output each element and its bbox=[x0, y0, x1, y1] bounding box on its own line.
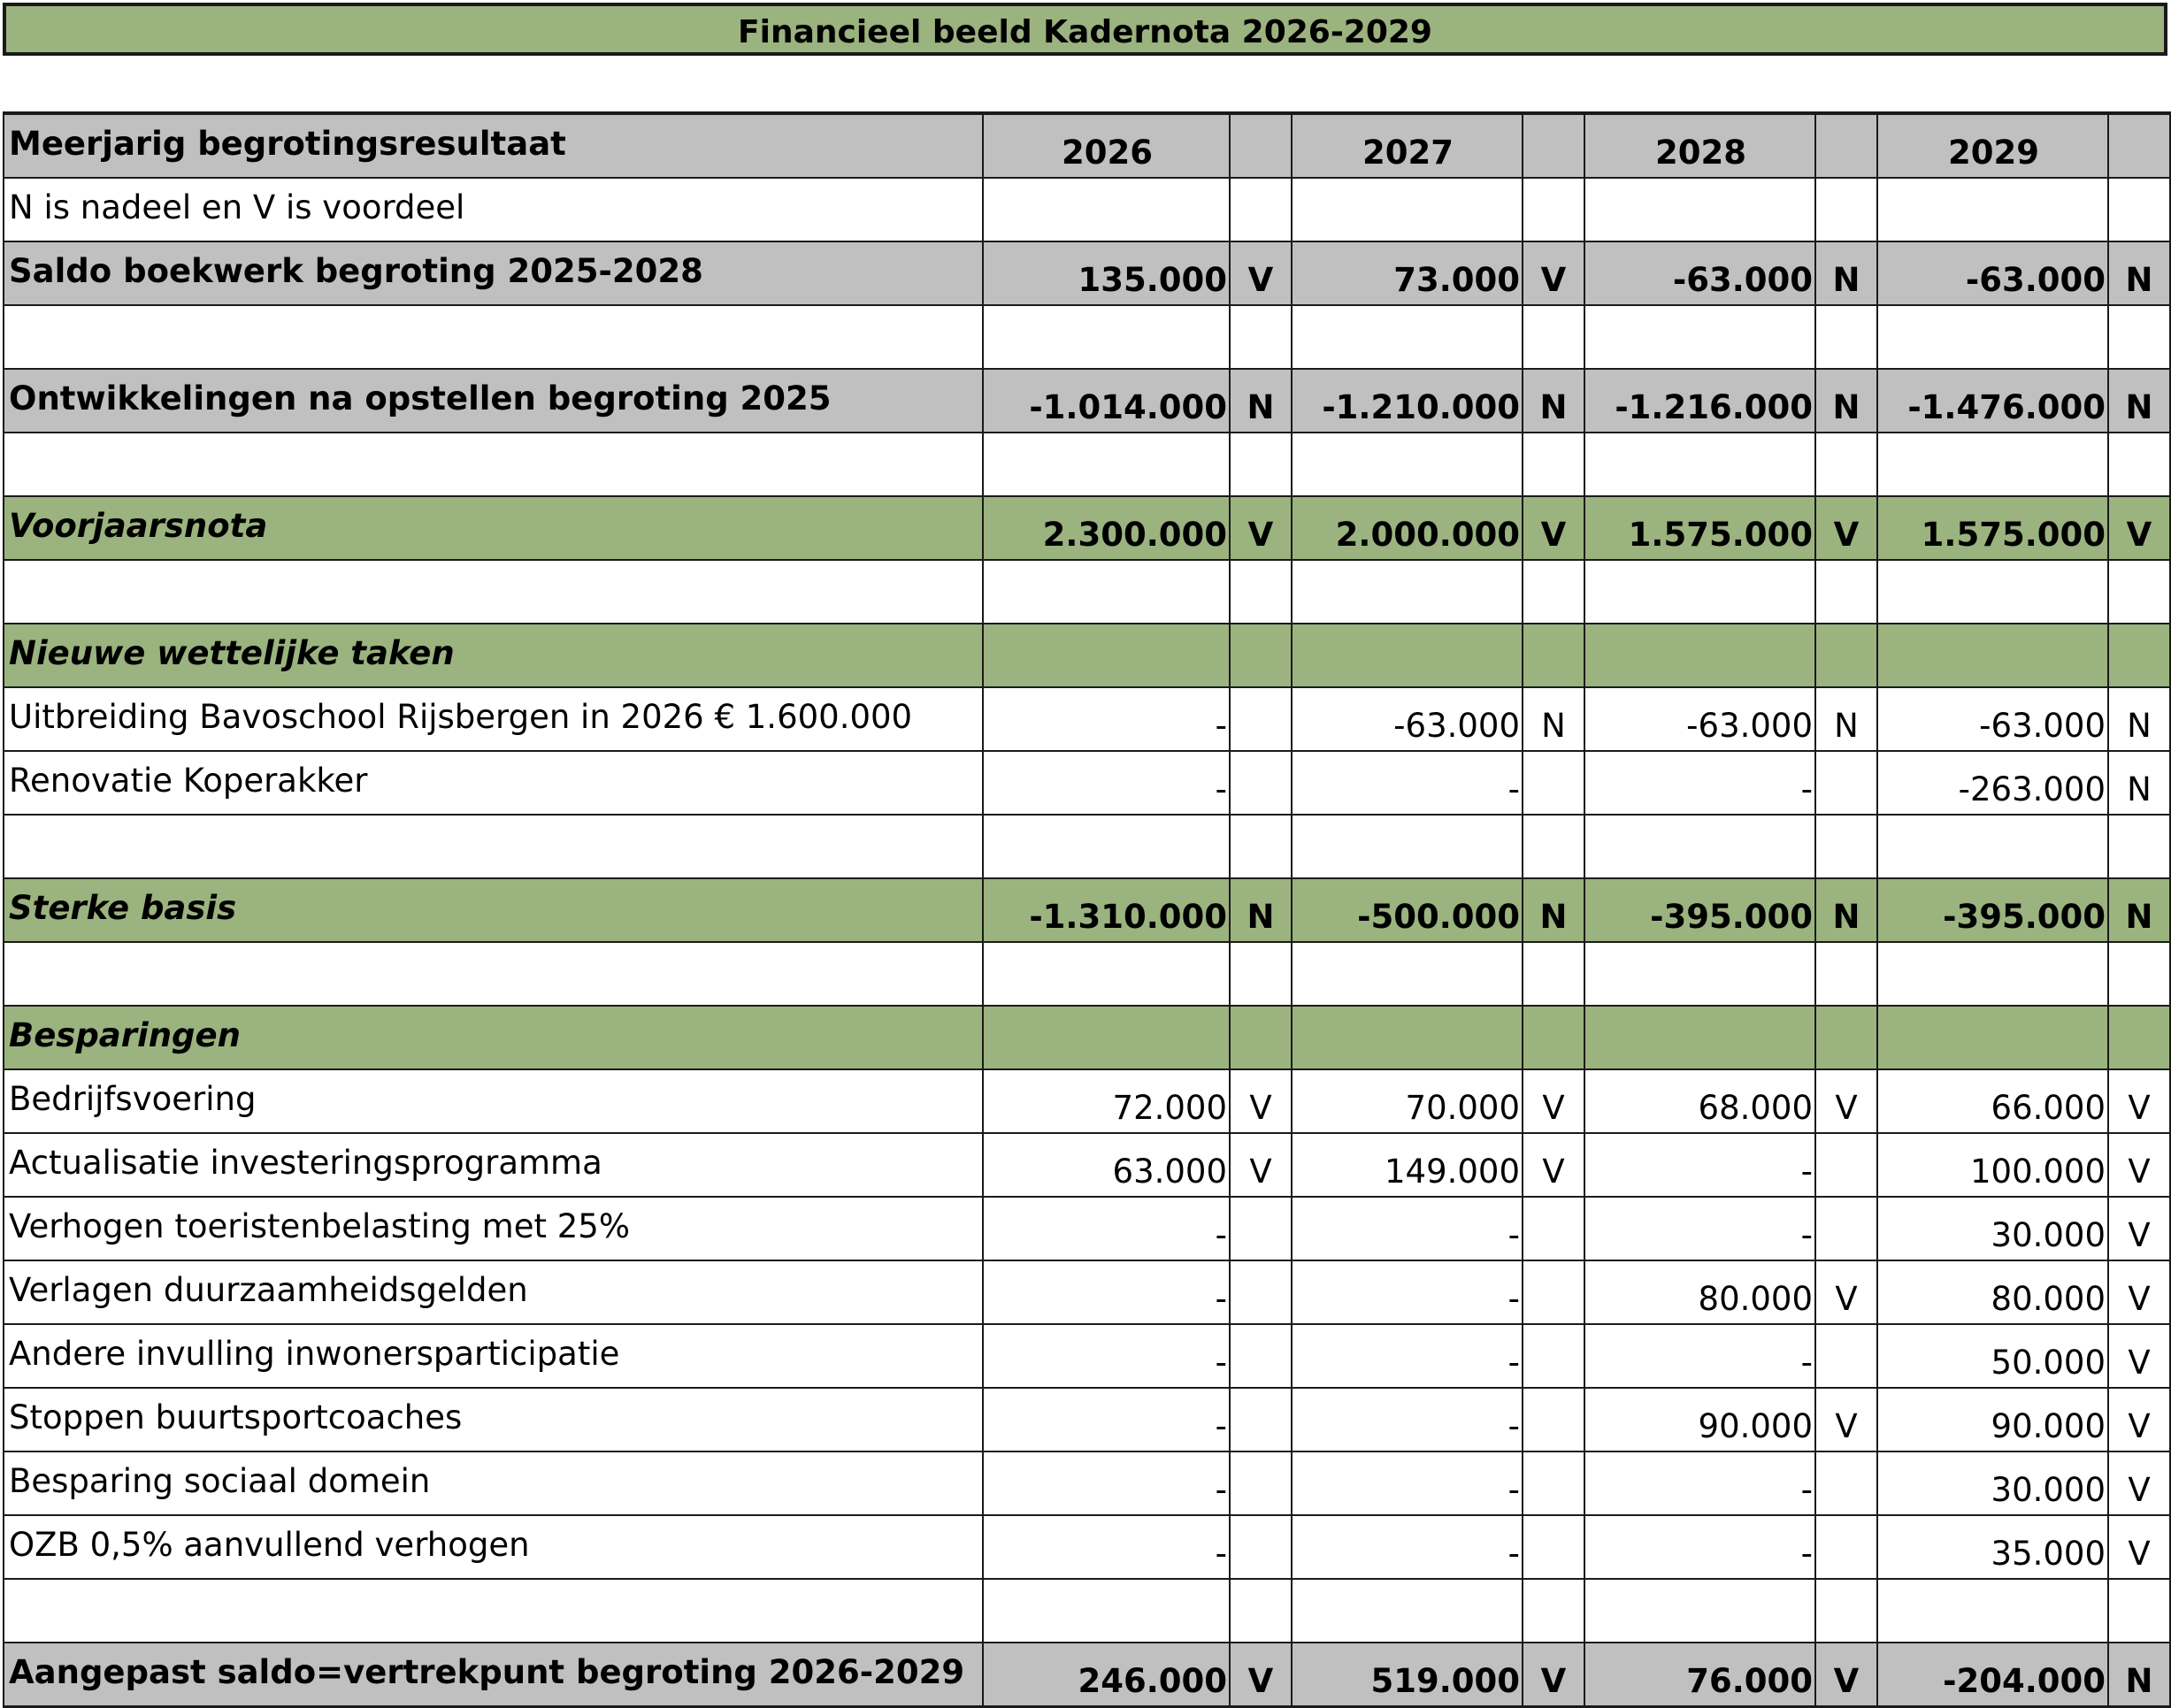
value-cell-2026: 72.000 bbox=[983, 1069, 1230, 1133]
table-row bbox=[4, 1197, 2170, 1260]
value-cell-2027: - bbox=[1292, 1197, 1523, 1260]
row-label: Stoppen buurtsportcoaches bbox=[4, 1388, 983, 1451]
indicator-cell-2027: N bbox=[1523, 369, 1584, 433]
indicator-cell-2026 bbox=[1230, 624, 1292, 687]
table-row bbox=[4, 687, 2170, 751]
indicator-cell-2029: N bbox=[2108, 878, 2170, 942]
value-cell-2029: 80.000 bbox=[1877, 1260, 2108, 1324]
document-title-text: Financieel beeld Kadernota 2026-2029 bbox=[738, 14, 1432, 50]
indicator-cell-2028: N bbox=[1815, 878, 1877, 942]
value-cell-2026 bbox=[983, 942, 1230, 1006]
value-cell-2026 bbox=[983, 815, 1230, 878]
value-cell-2028: -395.000 bbox=[1584, 878, 1815, 942]
value-cell-2027 bbox=[1292, 815, 1523, 878]
value-cell-2026: - bbox=[983, 751, 1230, 815]
indicator-cell-2027: V bbox=[1523, 241, 1584, 305]
header-label: Meerjarig begrotingsresultaat bbox=[4, 113, 983, 178]
table-row bbox=[4, 1388, 2170, 1451]
indicator-cell-2029: V bbox=[2108, 1324, 2170, 1388]
value-cell-2028: 76.000 bbox=[1584, 1643, 1815, 1707]
table-row bbox=[4, 1260, 2170, 1324]
budget-table bbox=[3, 111, 2171, 1708]
value-cell-2027 bbox=[1292, 560, 1523, 624]
header-row bbox=[4, 113, 2170, 178]
indicator-cell-2028 bbox=[1815, 1006, 1877, 1069]
table-row bbox=[4, 624, 2170, 687]
value-cell-2026 bbox=[983, 433, 1230, 496]
value-cell-2026: -1.014.000 bbox=[983, 369, 1230, 433]
row-label: N is nadeel en V is voordeel bbox=[4, 178, 983, 241]
indicator-cell-2026 bbox=[1230, 687, 1292, 751]
row-label: Aangepast saldo=vertrekpunt begroting 2026-2029 bbox=[4, 1643, 983, 1707]
value-cell-2027: -63.000 bbox=[1292, 687, 1523, 751]
value-cell-2027 bbox=[1292, 624, 1523, 687]
indicator-cell-2027 bbox=[1523, 1324, 1584, 1388]
row-label bbox=[4, 1579, 983, 1643]
indicator-cell-2028 bbox=[1815, 178, 1877, 241]
value-cell-2029 bbox=[1877, 624, 2108, 687]
indicator-cell-2028 bbox=[1815, 305, 1877, 369]
row-label: Nieuwe wettelijke taken bbox=[4, 624, 983, 687]
value-cell-2026: 63.000 bbox=[983, 1133, 1230, 1197]
indicator-cell-2028: V bbox=[1815, 1260, 1877, 1324]
indicator-cell-2028: V bbox=[1815, 496, 1877, 560]
spacer-row bbox=[4, 1579, 2170, 1643]
value-cell-2026: 246.000 bbox=[983, 1643, 1230, 1707]
indicator-cell-2029: N bbox=[2108, 1643, 2170, 1707]
spacer-row bbox=[4, 815, 2170, 878]
indicator-cell-2028 bbox=[1815, 815, 1877, 878]
indicator-cell-2026: V bbox=[1230, 1069, 1292, 1133]
row-label: Andere invulling inwonersparticipatie bbox=[4, 1324, 983, 1388]
indicator-cell-2029: V bbox=[2108, 1133, 2170, 1197]
spacer-row bbox=[4, 560, 2170, 624]
indicator-cell-2029 bbox=[2108, 815, 2170, 878]
header-indicator-cell bbox=[2108, 113, 2170, 178]
row-label: Verlagen duurzaamheidsgelden bbox=[4, 1260, 983, 1324]
value-cell-2029 bbox=[1877, 433, 2108, 496]
value-cell-2029: -263.000 bbox=[1877, 751, 2108, 815]
value-cell-2029: 1.575.000 bbox=[1877, 496, 2108, 560]
table-row bbox=[4, 1069, 2170, 1133]
row-label: Saldo boekwerk begroting 2025-2028 bbox=[4, 241, 983, 305]
row-label: Uitbreiding Bavoschool Rijsbergen in 2026 € 1.600.000 bbox=[4, 687, 983, 751]
value-cell-2028 bbox=[1584, 815, 1815, 878]
indicator-cell-2027 bbox=[1523, 1260, 1584, 1324]
table-row bbox=[4, 369, 2170, 433]
row-label: Voorjaarsnota bbox=[4, 496, 983, 560]
row-label: Besparingen bbox=[4, 1006, 983, 1069]
value-cell-2029 bbox=[1877, 1579, 2108, 1643]
value-cell-2029: -63.000 bbox=[1877, 687, 2108, 751]
indicator-cell-2026 bbox=[1230, 1324, 1292, 1388]
table-row bbox=[4, 1006, 2170, 1069]
spacer-row bbox=[4, 433, 2170, 496]
indicator-cell-2026: N bbox=[1230, 878, 1292, 942]
indicator-cell-2026 bbox=[1230, 1579, 1292, 1643]
value-cell-2028 bbox=[1584, 305, 1815, 369]
indicator-cell-2026: N bbox=[1230, 369, 1292, 433]
indicator-cell-2026 bbox=[1230, 433, 1292, 496]
indicator-cell-2026 bbox=[1230, 1388, 1292, 1451]
table-row bbox=[4, 1133, 2170, 1197]
indicator-cell-2027: N bbox=[1523, 878, 1584, 942]
header-year-2026: 2026 bbox=[983, 113, 1230, 178]
indicator-cell-2029: N bbox=[2108, 241, 2170, 305]
indicator-cell-2028 bbox=[1815, 1324, 1877, 1388]
value-cell-2029: -63.000 bbox=[1877, 241, 2108, 305]
header-indicator-cell bbox=[1523, 113, 1584, 178]
indicator-cell-2027 bbox=[1523, 178, 1584, 241]
indicator-cell-2029: V bbox=[2108, 1451, 2170, 1515]
indicator-cell-2029: V bbox=[2108, 1515, 2170, 1579]
indicator-cell-2029: N bbox=[2108, 369, 2170, 433]
value-cell-2029: 90.000 bbox=[1877, 1388, 2108, 1451]
value-cell-2028: 68.000 bbox=[1584, 1069, 1815, 1133]
indicator-cell-2029 bbox=[2108, 560, 2170, 624]
value-cell-2027: -500.000 bbox=[1292, 878, 1523, 942]
value-cell-2029: 35.000 bbox=[1877, 1515, 2108, 1579]
value-cell-2028: - bbox=[1584, 1451, 1815, 1515]
indicator-cell-2027 bbox=[1523, 1388, 1584, 1451]
value-cell-2026: - bbox=[983, 1388, 1230, 1451]
header-indicator-cell bbox=[1230, 113, 1292, 178]
indicator-cell-2026 bbox=[1230, 1006, 1292, 1069]
indicator-cell-2028 bbox=[1815, 1133, 1877, 1197]
row-label bbox=[4, 560, 983, 624]
row-label: Besparing sociaal domein bbox=[4, 1451, 983, 1515]
header-indicator-cell bbox=[1815, 113, 1877, 178]
indicator-cell-2028: N bbox=[1815, 369, 1877, 433]
value-cell-2026 bbox=[983, 305, 1230, 369]
indicator-cell-2029 bbox=[2108, 1006, 2170, 1069]
table-row bbox=[4, 496, 2170, 560]
indicator-cell-2026 bbox=[1230, 1260, 1292, 1324]
header-year-2028: 2028 bbox=[1584, 113, 1815, 178]
indicator-cell-2028 bbox=[1815, 751, 1877, 815]
row-label bbox=[4, 305, 983, 369]
indicator-cell-2029 bbox=[2108, 1579, 2170, 1643]
value-cell-2028: - bbox=[1584, 1515, 1815, 1579]
value-cell-2029: 100.000 bbox=[1877, 1133, 2108, 1197]
indicator-cell-2029 bbox=[2108, 178, 2170, 241]
indicator-cell-2026: V bbox=[1230, 1643, 1292, 1707]
value-cell-2026: - bbox=[983, 1451, 1230, 1515]
row-label: Verhogen toeristenbelasting met 25% bbox=[4, 1197, 983, 1260]
value-cell-2026 bbox=[983, 1579, 1230, 1643]
value-cell-2026: - bbox=[983, 1515, 1230, 1579]
indicator-cell-2029: V bbox=[2108, 1197, 2170, 1260]
indicator-cell-2028 bbox=[1815, 1579, 1877, 1643]
indicator-cell-2027 bbox=[1523, 624, 1584, 687]
table-row bbox=[4, 1324, 2170, 1388]
value-cell-2028 bbox=[1584, 624, 1815, 687]
header-year-2029: 2029 bbox=[1877, 113, 2108, 178]
value-cell-2027 bbox=[1292, 1006, 1523, 1069]
row-label: OZB 0,5% aanvullend verhogen bbox=[4, 1515, 983, 1579]
value-cell-2028: - bbox=[1584, 1133, 1815, 1197]
indicator-cell-2026: V bbox=[1230, 241, 1292, 305]
value-cell-2029 bbox=[1877, 942, 2108, 1006]
indicator-cell-2029: V bbox=[2108, 1388, 2170, 1451]
value-cell-2027: - bbox=[1292, 1388, 1523, 1451]
indicator-cell-2029: V bbox=[2108, 1069, 2170, 1133]
value-cell-2029 bbox=[1877, 1006, 2108, 1069]
row-label: Ontwikkelingen na opstellen begroting 2025 bbox=[4, 369, 983, 433]
value-cell-2028 bbox=[1584, 1006, 1815, 1069]
value-cell-2026: -1.310.000 bbox=[983, 878, 1230, 942]
document-title bbox=[3, 3, 2167, 56]
value-cell-2028 bbox=[1584, 1579, 1815, 1643]
value-cell-2027: - bbox=[1292, 1260, 1523, 1324]
value-cell-2029: 30.000 bbox=[1877, 1197, 2108, 1260]
row-label: Actualisatie investeringsprogramma bbox=[4, 1133, 983, 1197]
row-label: Bedrijfsvoering bbox=[4, 1069, 983, 1133]
indicator-cell-2027 bbox=[1523, 815, 1584, 878]
indicator-cell-2028: V bbox=[1815, 1388, 1877, 1451]
value-cell-2026: - bbox=[983, 687, 1230, 751]
row-label bbox=[4, 942, 983, 1006]
value-cell-2028: - bbox=[1584, 1324, 1815, 1388]
indicator-cell-2027: N bbox=[1523, 687, 1584, 751]
value-cell-2027 bbox=[1292, 433, 1523, 496]
value-cell-2026: - bbox=[983, 1260, 1230, 1324]
row-label bbox=[4, 815, 983, 878]
value-cell-2027 bbox=[1292, 178, 1523, 241]
indicator-cell-2027 bbox=[1523, 1006, 1584, 1069]
indicator-cell-2027: V bbox=[1523, 1643, 1584, 1707]
value-cell-2026: - bbox=[983, 1324, 1230, 1388]
value-cell-2027 bbox=[1292, 305, 1523, 369]
indicator-cell-2026 bbox=[1230, 560, 1292, 624]
value-cell-2028: 1.575.000 bbox=[1584, 496, 1815, 560]
indicator-cell-2026 bbox=[1230, 751, 1292, 815]
spacer-row bbox=[4, 305, 2170, 369]
value-cell-2027: 73.000 bbox=[1292, 241, 1523, 305]
value-cell-2029: 30.000 bbox=[1877, 1451, 2108, 1515]
indicator-cell-2028 bbox=[1815, 624, 1877, 687]
indicator-cell-2028: V bbox=[1815, 1069, 1877, 1133]
table-row bbox=[4, 241, 2170, 305]
indicator-cell-2028 bbox=[1815, 1515, 1877, 1579]
value-cell-2028: 90.000 bbox=[1584, 1388, 1815, 1451]
value-cell-2028 bbox=[1584, 942, 1815, 1006]
value-cell-2027: 149.000 bbox=[1292, 1133, 1523, 1197]
value-cell-2028: - bbox=[1584, 751, 1815, 815]
value-cell-2028 bbox=[1584, 178, 1815, 241]
value-cell-2027 bbox=[1292, 942, 1523, 1006]
indicator-cell-2027 bbox=[1523, 751, 1584, 815]
value-cell-2028: 80.000 bbox=[1584, 1260, 1815, 1324]
indicator-cell-2028 bbox=[1815, 942, 1877, 1006]
indicator-cell-2028: N bbox=[1815, 687, 1877, 751]
indicator-cell-2027 bbox=[1523, 942, 1584, 1006]
row-label: Sterke basis bbox=[4, 878, 983, 942]
indicator-cell-2027 bbox=[1523, 433, 1584, 496]
indicator-cell-2029: N bbox=[2108, 751, 2170, 815]
indicator-cell-2028: V bbox=[1815, 1643, 1877, 1707]
indicator-cell-2027 bbox=[1523, 305, 1584, 369]
indicator-cell-2026 bbox=[1230, 1515, 1292, 1579]
value-cell-2028: -63.000 bbox=[1584, 241, 1815, 305]
value-cell-2026 bbox=[983, 624, 1230, 687]
indicator-cell-2026 bbox=[1230, 1197, 1292, 1260]
value-cell-2027: 2.000.000 bbox=[1292, 496, 1523, 560]
value-cell-2029 bbox=[1877, 815, 2108, 878]
value-cell-2029 bbox=[1877, 178, 2108, 241]
value-cell-2028 bbox=[1584, 560, 1815, 624]
indicator-cell-2029: N bbox=[2108, 687, 2170, 751]
value-cell-2026: - bbox=[983, 1197, 1230, 1260]
value-cell-2029 bbox=[1877, 560, 2108, 624]
indicator-cell-2028: N bbox=[1815, 241, 1877, 305]
value-cell-2029: 66.000 bbox=[1877, 1069, 2108, 1133]
value-cell-2026: 135.000 bbox=[983, 241, 1230, 305]
value-cell-2026 bbox=[983, 560, 1230, 624]
indicator-cell-2027 bbox=[1523, 560, 1584, 624]
spacer-row bbox=[4, 942, 2170, 1006]
value-cell-2028 bbox=[1584, 433, 1815, 496]
value-cell-2027: - bbox=[1292, 1515, 1523, 1579]
value-cell-2029: -204.000 bbox=[1877, 1643, 2108, 1707]
row-label bbox=[4, 433, 983, 496]
value-cell-2027 bbox=[1292, 1579, 1523, 1643]
indicator-cell-2027: V bbox=[1523, 1069, 1584, 1133]
indicator-cell-2026 bbox=[1230, 815, 1292, 878]
indicator-cell-2026: V bbox=[1230, 496, 1292, 560]
value-cell-2028: -1.216.000 bbox=[1584, 369, 1815, 433]
indicator-cell-2027: V bbox=[1523, 1133, 1584, 1197]
value-cell-2029 bbox=[1877, 305, 2108, 369]
value-cell-2027: - bbox=[1292, 1324, 1523, 1388]
value-cell-2028: -63.000 bbox=[1584, 687, 1815, 751]
indicator-cell-2029 bbox=[2108, 433, 2170, 496]
value-cell-2027: -1.210.000 bbox=[1292, 369, 1523, 433]
header-year-2027: 2027 bbox=[1292, 113, 1523, 178]
value-cell-2026 bbox=[983, 178, 1230, 241]
indicator-cell-2027: V bbox=[1523, 496, 1584, 560]
value-cell-2029: -1.476.000 bbox=[1877, 369, 2108, 433]
indicator-cell-2029 bbox=[2108, 624, 2170, 687]
table-row bbox=[4, 751, 2170, 815]
value-cell-2027: 70.000 bbox=[1292, 1069, 1523, 1133]
indicator-cell-2029 bbox=[2108, 942, 2170, 1006]
indicator-cell-2026: V bbox=[1230, 1133, 1292, 1197]
indicator-cell-2026 bbox=[1230, 178, 1292, 241]
indicator-cell-2027 bbox=[1523, 1579, 1584, 1643]
indicator-cell-2028 bbox=[1815, 560, 1877, 624]
indicator-cell-2026 bbox=[1230, 305, 1292, 369]
table-row bbox=[4, 1515, 2170, 1579]
indicator-cell-2027 bbox=[1523, 1197, 1584, 1260]
indicator-cell-2027 bbox=[1523, 1515, 1584, 1579]
value-cell-2027: - bbox=[1292, 751, 1523, 815]
value-cell-2029: 50.000 bbox=[1877, 1324, 2108, 1388]
value-cell-2026 bbox=[983, 1006, 1230, 1069]
indicator-cell-2029: V bbox=[2108, 496, 2170, 560]
indicator-cell-2028 bbox=[1815, 1197, 1877, 1260]
row-label: Renovatie Koperakker bbox=[4, 751, 983, 815]
table-row bbox=[4, 178, 2170, 241]
value-cell-2028: - bbox=[1584, 1197, 1815, 1260]
value-cell-2027: 519.000 bbox=[1292, 1643, 1523, 1707]
indicator-cell-2029: V bbox=[2108, 1260, 2170, 1324]
indicator-cell-2029 bbox=[2108, 305, 2170, 369]
table-row bbox=[4, 878, 2170, 942]
value-cell-2026: 2.300.000 bbox=[983, 496, 1230, 560]
table-row bbox=[4, 1643, 2170, 1707]
value-cell-2027: - bbox=[1292, 1451, 1523, 1515]
value-cell-2029: -395.000 bbox=[1877, 878, 2108, 942]
indicator-cell-2026 bbox=[1230, 942, 1292, 1006]
indicator-cell-2028 bbox=[1815, 433, 1877, 496]
